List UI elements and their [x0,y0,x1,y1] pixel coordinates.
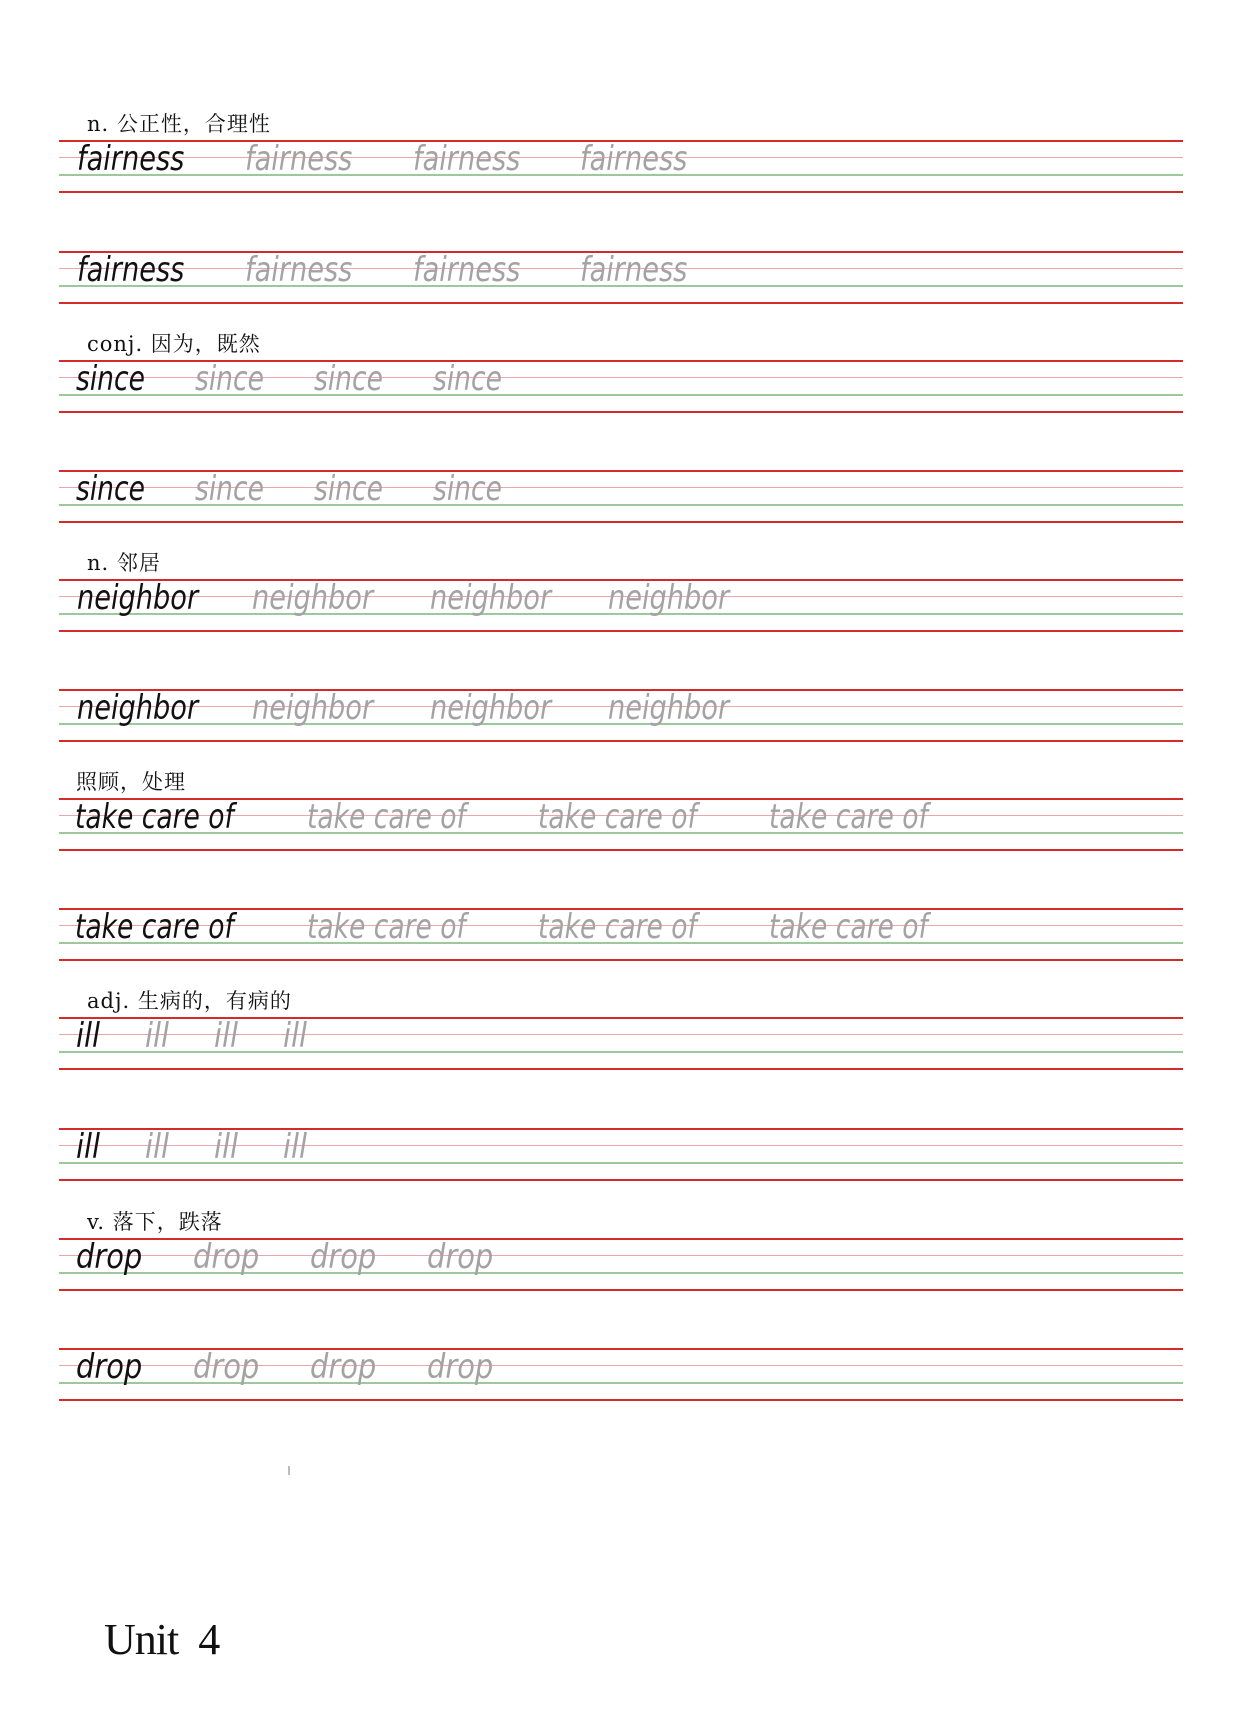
trace-word: fairness [580,250,688,290]
trace-word: neighbor [608,578,730,618]
trace-word: drop [427,1347,494,1387]
trace-word: fairness [245,139,353,179]
definition-label: conj. 因为，既然 [87,332,261,356]
trace-word: drop [193,1347,260,1387]
stray-mark [288,1466,290,1475]
trace-word: neighbor [608,688,730,728]
handwriting-row [59,1348,1183,1400]
trace-word: since [195,469,264,509]
vocab-entry-fairness [0,112,1242,360]
trace-word: since [314,469,383,509]
trace-word: neighbor [252,688,374,728]
handwriting-row [59,1017,1183,1069]
trace-word: drop [193,1237,260,1277]
trace-word: fairness [413,250,521,290]
trace-word: ill [214,1127,239,1167]
trace-word: take care of [307,797,466,837]
trace-word: neighbor [430,688,552,728]
model-word: fairness [77,139,185,179]
vocab-entry-since [0,332,1242,580]
trace-word: ill [145,1127,170,1167]
vocab-entry-drop [0,1210,1242,1458]
vocab-entry-neighbor [0,551,1242,799]
trace-word: take care of [769,907,928,947]
handwriting-row [59,251,1183,303]
definition-label: n. 邻居 [87,551,161,575]
model-word: fairness [77,250,185,290]
handwriting-row [59,689,1183,741]
handwriting-row [59,579,1183,631]
handwriting-row [59,1238,1183,1290]
trace-word: take care of [769,797,928,837]
trace-word: neighbor [430,578,552,618]
trace-word: ill [283,1016,308,1056]
handwriting-row [59,1128,1183,1180]
model-word: drop [76,1347,143,1387]
trace-word: drop [310,1347,377,1387]
model-word: neighbor [77,578,199,618]
trace-word: fairness [580,139,688,179]
handwriting-row [59,360,1183,412]
trace-word: drop [427,1237,494,1277]
handwriting-row [59,798,1183,850]
model-word: take care of [75,797,234,837]
trace-word: since [195,359,264,399]
trace-word: take care of [538,797,697,837]
trace-word: ill [214,1016,239,1056]
definition-label: 照顾，处理 [76,770,186,794]
unit-footer-label: Unit 4 [104,1615,220,1664]
trace-word: since [314,359,383,399]
trace-word: drop [310,1237,377,1277]
model-word: drop [76,1237,143,1277]
trace-word: since [433,359,502,399]
trace-word: ill [283,1127,308,1167]
model-word: take care of [75,907,234,947]
model-word: since [76,469,145,509]
trace-word: neighbor [252,578,374,618]
model-word: neighbor [77,688,199,728]
trace-word: since [433,469,502,509]
model-word: ill [76,1127,101,1167]
trace-word: fairness [245,250,353,290]
model-word: since [76,359,145,399]
definition-label: n. 公正性，合理性 [87,112,271,136]
definition-label: adj. 生病的，有病的 [87,989,292,1013]
trace-word: ill [145,1016,170,1056]
trace-word: take care of [538,907,697,947]
handwriting-row [59,140,1183,192]
trace-word: fairness [413,139,521,179]
handwriting-row [59,908,1183,960]
definition-label: v. 落下，跌落 [87,1210,223,1234]
trace-word: take care of [307,907,466,947]
model-word: ill [76,1016,101,1056]
vocab-entry-ill [0,989,1242,1237]
handwriting-row [59,470,1183,522]
